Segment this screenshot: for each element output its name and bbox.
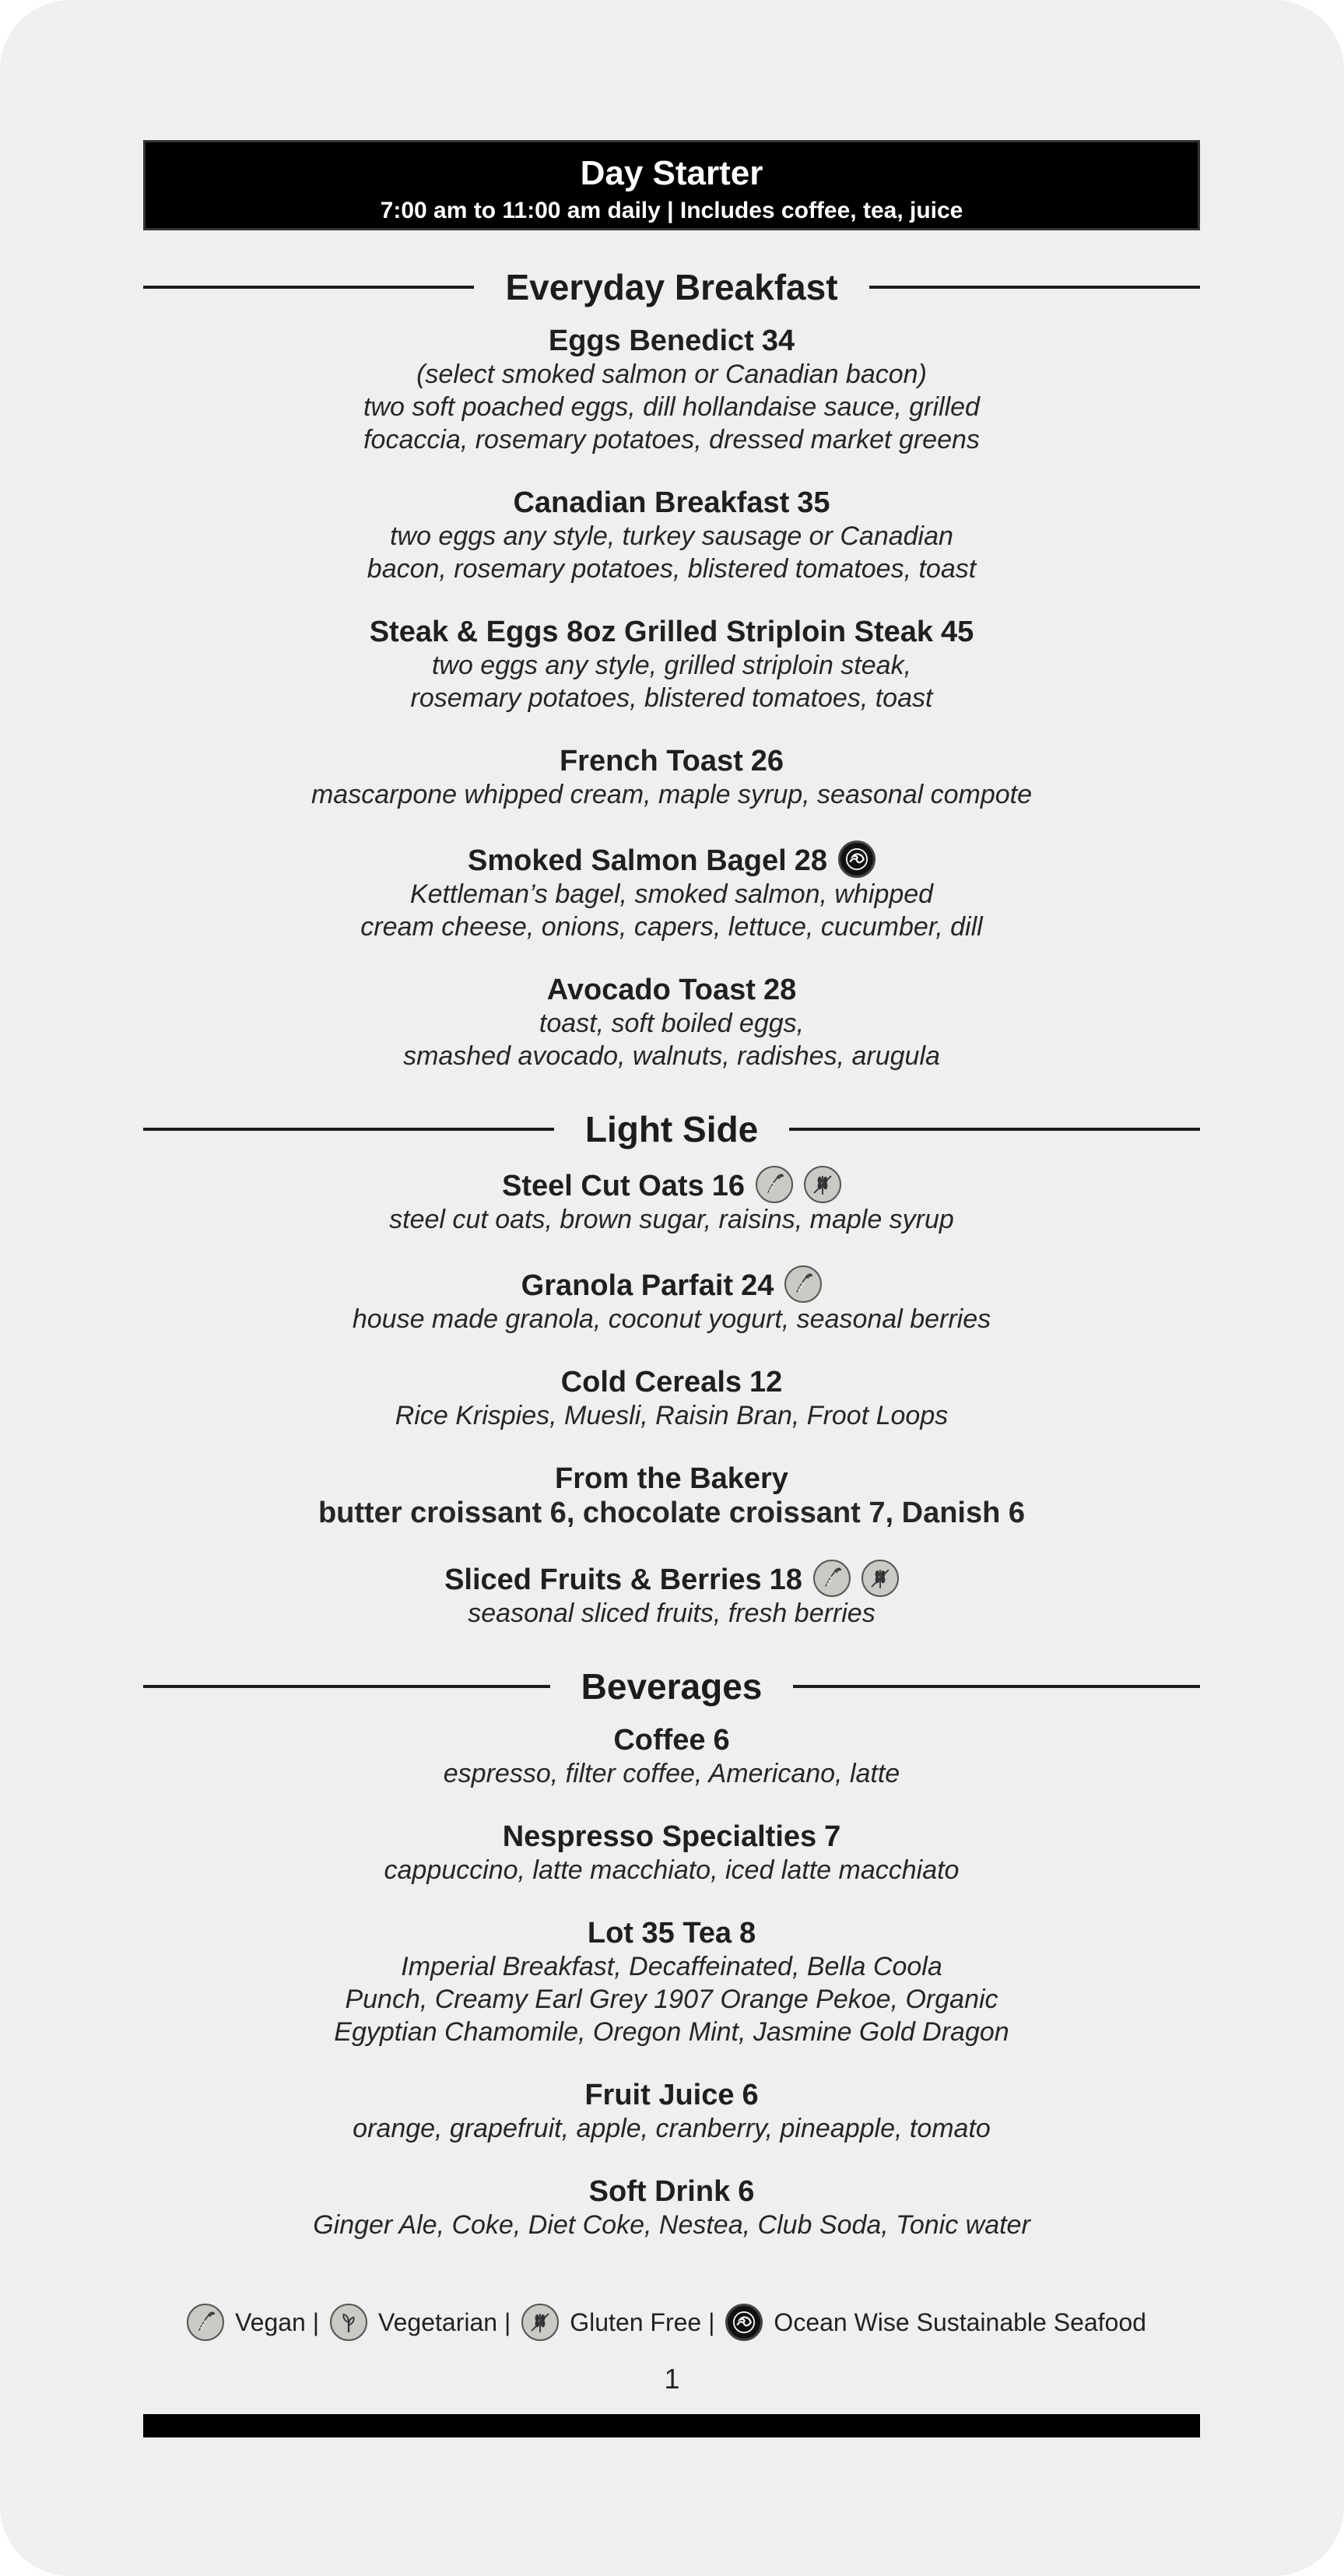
item-price: 16 xyxy=(711,1170,745,1202)
item-description: butter croissant 6, chocolate croissant 7, Danish 6 xyxy=(318,1497,1026,1529)
legend-entry xyxy=(187,2304,319,2341)
legend-entry xyxy=(725,2304,1146,2341)
item-name: Smoked Salmon Bagel xyxy=(468,844,787,877)
item-heading xyxy=(143,1916,1200,1950)
item-heading xyxy=(143,2078,1200,2112)
item-description: steel cut oats, brown sugar, raisins, maple syrup xyxy=(389,1205,954,1234)
item-name: Fruit Juice xyxy=(584,2079,735,2111)
item-price: 28 xyxy=(794,844,827,877)
menu-item xyxy=(143,324,1200,456)
item-description: two eggs any style, grilled striploin steak, xyxy=(431,651,912,680)
menu-item xyxy=(143,841,1200,943)
item-name: Avocado Toast xyxy=(546,974,756,1006)
item-price: 12 xyxy=(749,1366,783,1399)
item-description: (select smoked salmon or Canadian bacon) xyxy=(416,360,927,389)
section-heading xyxy=(143,1665,1200,1707)
menu-sections xyxy=(143,266,1200,2241)
menu-item xyxy=(143,486,1200,585)
item-description: cream cheese, onions, capers, lettuce, cucumber, dill xyxy=(360,912,983,942)
item-description: Ginger Ale, Coke, Diet Coke, Nestea, Club Soda, Tonic water xyxy=(313,2210,1030,2240)
item-price: 18 xyxy=(769,1563,802,1596)
legend-label: Vegan | xyxy=(235,2308,320,2336)
item-name: From the Bakery xyxy=(555,1462,788,1495)
legend-label: Vegetarian | xyxy=(378,2308,511,2336)
item-price: 6 xyxy=(738,2175,755,2208)
ocean-wise-icon xyxy=(725,2304,763,2341)
menu-item xyxy=(143,2174,1200,2241)
item-heading xyxy=(143,486,1200,520)
item-description: Egyptian Chamomile, Oregon Mint, Jasmine Gold Dragon xyxy=(334,2017,1009,2047)
item-heading xyxy=(143,1723,1200,1757)
divider-rule xyxy=(869,286,1200,289)
item-price: 6 xyxy=(713,1724,730,1757)
item-price: 35 xyxy=(797,486,830,519)
section-heading xyxy=(143,266,1200,308)
item-price: 6 xyxy=(742,2079,759,2111)
menu-item xyxy=(143,1820,1200,1886)
vegan-icon xyxy=(813,1560,851,1597)
item-name: Coffee xyxy=(613,1724,706,1757)
header-banner xyxy=(143,140,1200,230)
item-heading xyxy=(143,1265,1200,1303)
menu-hours: 7:00 am to 11:00 am daily | Includes coffee, tea, juice xyxy=(380,198,963,223)
item-name: French Toast xyxy=(559,745,743,777)
item-heading xyxy=(143,841,1200,878)
section-title: Everyday Breakfast xyxy=(505,267,838,307)
item-description: house made granola, coconut yogurt, seasonal berries xyxy=(352,1304,991,1334)
menu-title: Day Starter xyxy=(580,154,763,192)
item-name: Canadian Breakfast xyxy=(513,486,790,519)
item-heading xyxy=(143,1462,1200,1496)
item-description: Imperial Breakfast, Decaffeinated, Bella Coola xyxy=(401,1952,942,1981)
item-description: toast, soft boiled eggs, xyxy=(539,1009,805,1038)
gluten-free-icon xyxy=(804,1166,841,1203)
menu-item xyxy=(143,2078,1200,2145)
item-description: rosemary potatoes, blistered tomatoes, toast xyxy=(410,683,933,713)
item-description: focaccia, rosemary potatoes, dressed market greens xyxy=(363,425,980,454)
item-name: Lot 35 Tea xyxy=(587,1917,732,1950)
item-heading xyxy=(143,615,1200,649)
divider-rule xyxy=(793,1685,1200,1688)
section-title: Beverages xyxy=(581,1666,763,1707)
menu-item xyxy=(143,1916,1200,2048)
item-name: Sliced Fruits & Berries xyxy=(444,1563,762,1596)
item-description: smashed avocado, walnuts, radishes, arugula xyxy=(403,1041,940,1071)
menu-item xyxy=(143,1560,1200,1630)
item-heading xyxy=(143,1820,1200,1854)
item-heading xyxy=(143,1166,1200,1203)
divider-rule xyxy=(143,1128,554,1131)
page-number: 1 xyxy=(664,2363,680,2395)
item-name: Steak & Eggs 8oz Grilled Striploin Steak xyxy=(369,616,934,648)
menu-item xyxy=(143,1166,1200,1236)
item-price: 24 xyxy=(741,1269,774,1302)
item-heading xyxy=(143,324,1200,358)
item-description: orange, grapefruit, apple, cranberry, pineapple, tomato xyxy=(353,2114,991,2143)
legend-entry xyxy=(330,2304,511,2341)
menu-item xyxy=(143,615,1200,714)
item-heading xyxy=(143,744,1200,778)
menu-item xyxy=(143,1365,1200,1432)
item-heading xyxy=(143,2174,1200,2209)
item-description: seasonal sliced fruits, fresh berries xyxy=(468,1599,876,1628)
item-description: cappuccino, latte macchiato, iced latte macchiato xyxy=(384,1855,960,1885)
vegetarian-icon xyxy=(330,2304,367,2341)
item-price: 45 xyxy=(941,616,974,648)
item-description: Rice Krispies, Muesli, Raisin Bran, Froot Loops xyxy=(395,1401,949,1430)
item-name: Eggs Benedict xyxy=(548,325,754,357)
item-description: mascarpone whipped cream, maple syrup, seasonal compote xyxy=(311,780,1033,809)
divider-rule xyxy=(789,1128,1200,1131)
legend-entry xyxy=(521,2304,714,2341)
item-description: two eggs any style, turkey sausage or Canadian xyxy=(390,521,953,551)
menu-item xyxy=(143,744,1200,811)
vegan-icon xyxy=(784,1265,822,1303)
item-heading xyxy=(143,973,1200,1007)
item-name: Soft Drink xyxy=(588,2175,731,2208)
item-description: bacon, rosemary potatoes, blistered tomatoes, toast xyxy=(367,554,977,584)
vegan-icon xyxy=(756,1166,793,1203)
menu-item xyxy=(143,1265,1200,1335)
dietary-legend xyxy=(0,2304,1344,2341)
item-price: 26 xyxy=(750,745,784,777)
item-description: Kettleman’s bagel, smoked salmon, whipped xyxy=(409,879,934,909)
menu-item xyxy=(143,1462,1200,1530)
item-name: Steel Cut Oats xyxy=(501,1170,704,1202)
legend-label: Gluten Free | xyxy=(570,2308,715,2336)
gluten-free-icon xyxy=(521,2304,559,2341)
section-title: Light Side xyxy=(584,1109,759,1149)
item-price: 8 xyxy=(739,1917,756,1950)
item-heading xyxy=(143,1365,1200,1399)
divider-rule xyxy=(143,286,474,289)
item-price: 7 xyxy=(824,1820,841,1853)
item-heading xyxy=(143,1560,1200,1597)
footer-bar xyxy=(143,2414,1200,2437)
item-description: Punch, Creamy Earl Grey 1907 Orange Pekoe, Organic xyxy=(345,1985,998,2014)
vegan-icon xyxy=(187,2304,224,2341)
gluten-free-icon xyxy=(861,1560,899,1597)
menu-content xyxy=(143,140,1200,2271)
item-name: Nespresso Specialties xyxy=(502,1820,817,1853)
section-heading xyxy=(143,1108,1200,1150)
menu-item xyxy=(143,1723,1200,1790)
item-description: two soft poached eggs, dill hollandaise sauce, grilled xyxy=(363,392,980,422)
item-description: espresso, filter coffee, Americano, latte xyxy=(443,1759,900,1788)
divider-rule xyxy=(143,1685,550,1688)
item-name: Cold Cereals xyxy=(560,1366,742,1399)
ocean-wise-icon xyxy=(838,841,876,878)
item-price: 34 xyxy=(761,325,795,357)
item-price: 28 xyxy=(763,974,797,1006)
menu-item xyxy=(143,973,1200,1072)
item-name: Granola Parfait xyxy=(521,1269,734,1302)
legend-label: Ocean Wise Sustainable Seafood xyxy=(774,2308,1146,2336)
